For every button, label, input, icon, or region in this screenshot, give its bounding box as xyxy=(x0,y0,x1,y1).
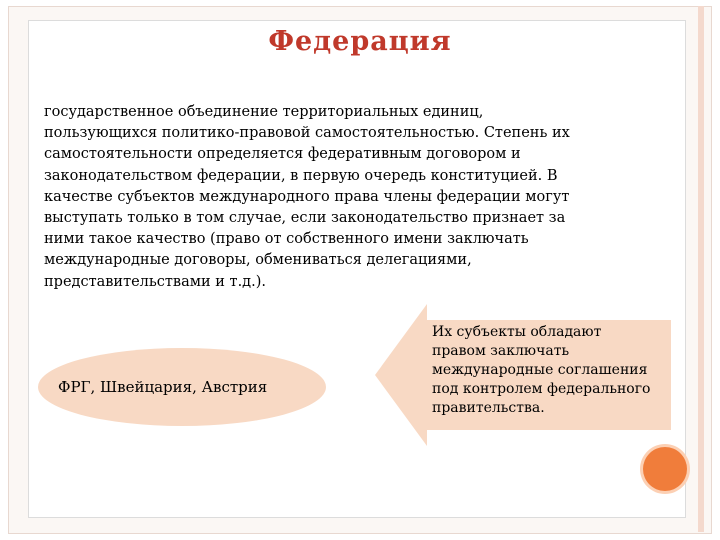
callout-text: Их субъекты обладают правом заключать международные соглашения под контролем федерального правительства. xyxy=(432,324,651,416)
slide-title: Федерация xyxy=(268,26,452,57)
accent-dot xyxy=(643,447,687,491)
definition-text: государственное объединение территориальных единиц, пользующихся политико-правовой самостоятельностью. Степень их самостоятельности определяется федеративным договором и законодательством федерации, в первую очередь конституцией. В качестве субъектов международного права члены федерации могут выступать только в том случае, если законодательство признает за ними такое качество (право от собственного имени заключать международные договоры, обмениваться делегациями, представительствами и т.д.). xyxy=(44,104,570,290)
examples-text: ФРГ, Швейцария, Австрия xyxy=(58,378,268,396)
